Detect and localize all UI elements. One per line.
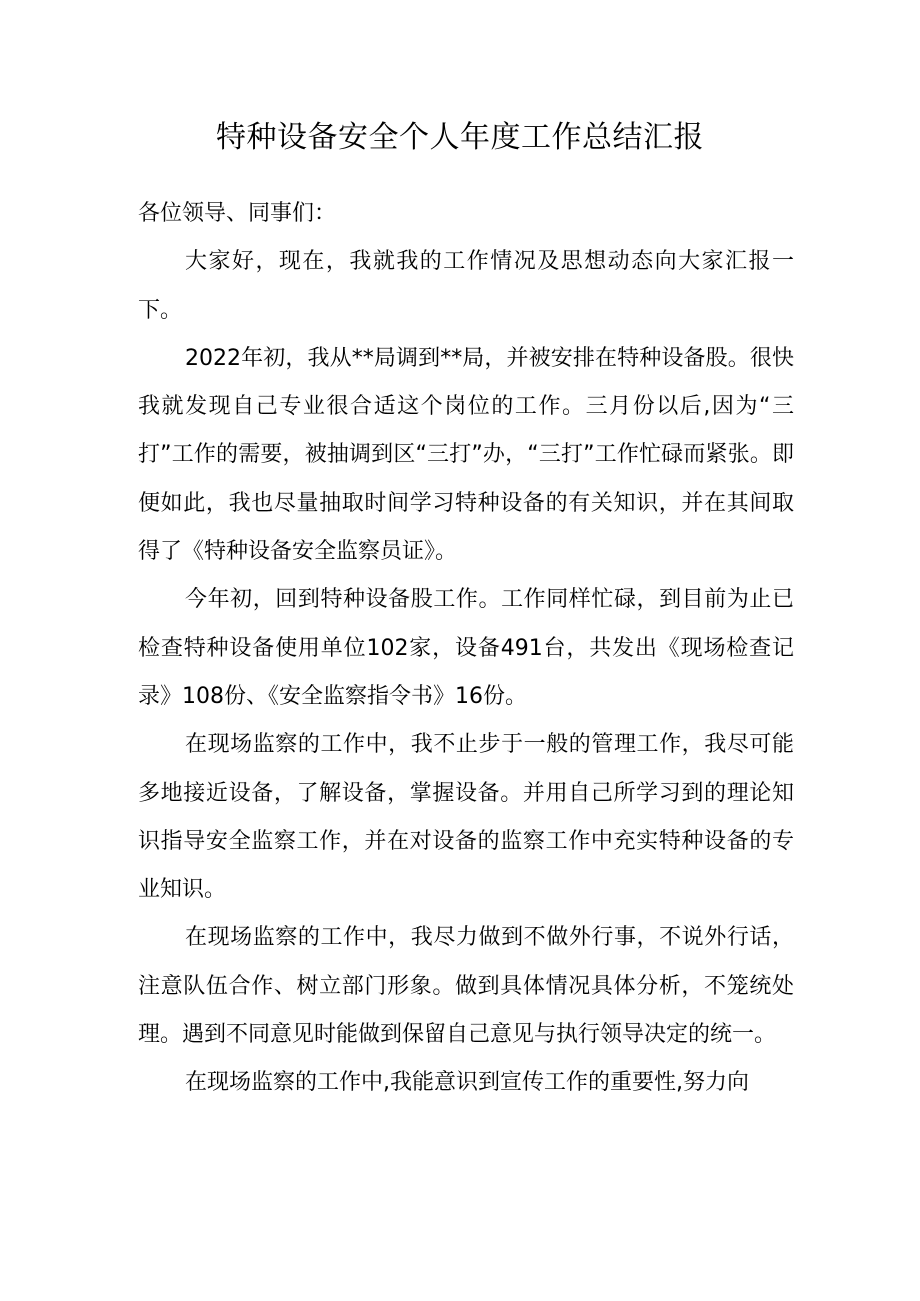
salutation: 各位领导、同事们： <box>138 201 337 226</box>
paragraph-inspection-stats: 今年初，回到特种设备股工作。工作同样忙碌，到目前为止已检查特种设备使用单位102家，设备491台，共发出《现场检查记录》108份、《安全监察指令书》16份。 <box>138 587 794 709</box>
document-body <box>138 190 794 1108</box>
paragraph-transfer: 2022年初，我从**局调到**局，并被安排在特种设备股。很快我就发现自己专业很合适这个岗位的工作。三月份以后,因为“三打”工作的需要，被抽调到区“三打”办，“三打”工作忙碌而紧张。即便如此，我也尽量抽取时间学习特种设备的有关知识，并在其间取得了《特种设备安全监察员证》。 <box>138 345 794 565</box>
paragraph-professional-conduct: 在现场监察的工作中，我尽力做到不做外行事，不说外行话，注意队伍合作、树立部门形象。做到具体情况具体分析，不笼统处理。遇到不同意见时能做到保留自己意见与执行领导决定的统一。 <box>138 925 794 1048</box>
paragraph-field-work: 在现场监察的工作中，我不止步于一般的管理工作，我尽可能多地接近设备，了解设备，掌握设备。并用自己所学习到的理论知识指导安全监察工作，并在对设备的监察工作中充实特种设备的专业知识。 <box>138 732 794 903</box>
document-title: 特种设备安全个人年度工作总结汇报 <box>216 120 704 155</box>
paragraph-publicity: 在现场监察的工作中,我能意识到宣传工作的重要性,努力向 <box>185 1070 749 1096</box>
paragraph-greeting: 大家好，现在，我就我的工作情况及思想动态向大家汇报一下。 <box>138 249 794 323</box>
